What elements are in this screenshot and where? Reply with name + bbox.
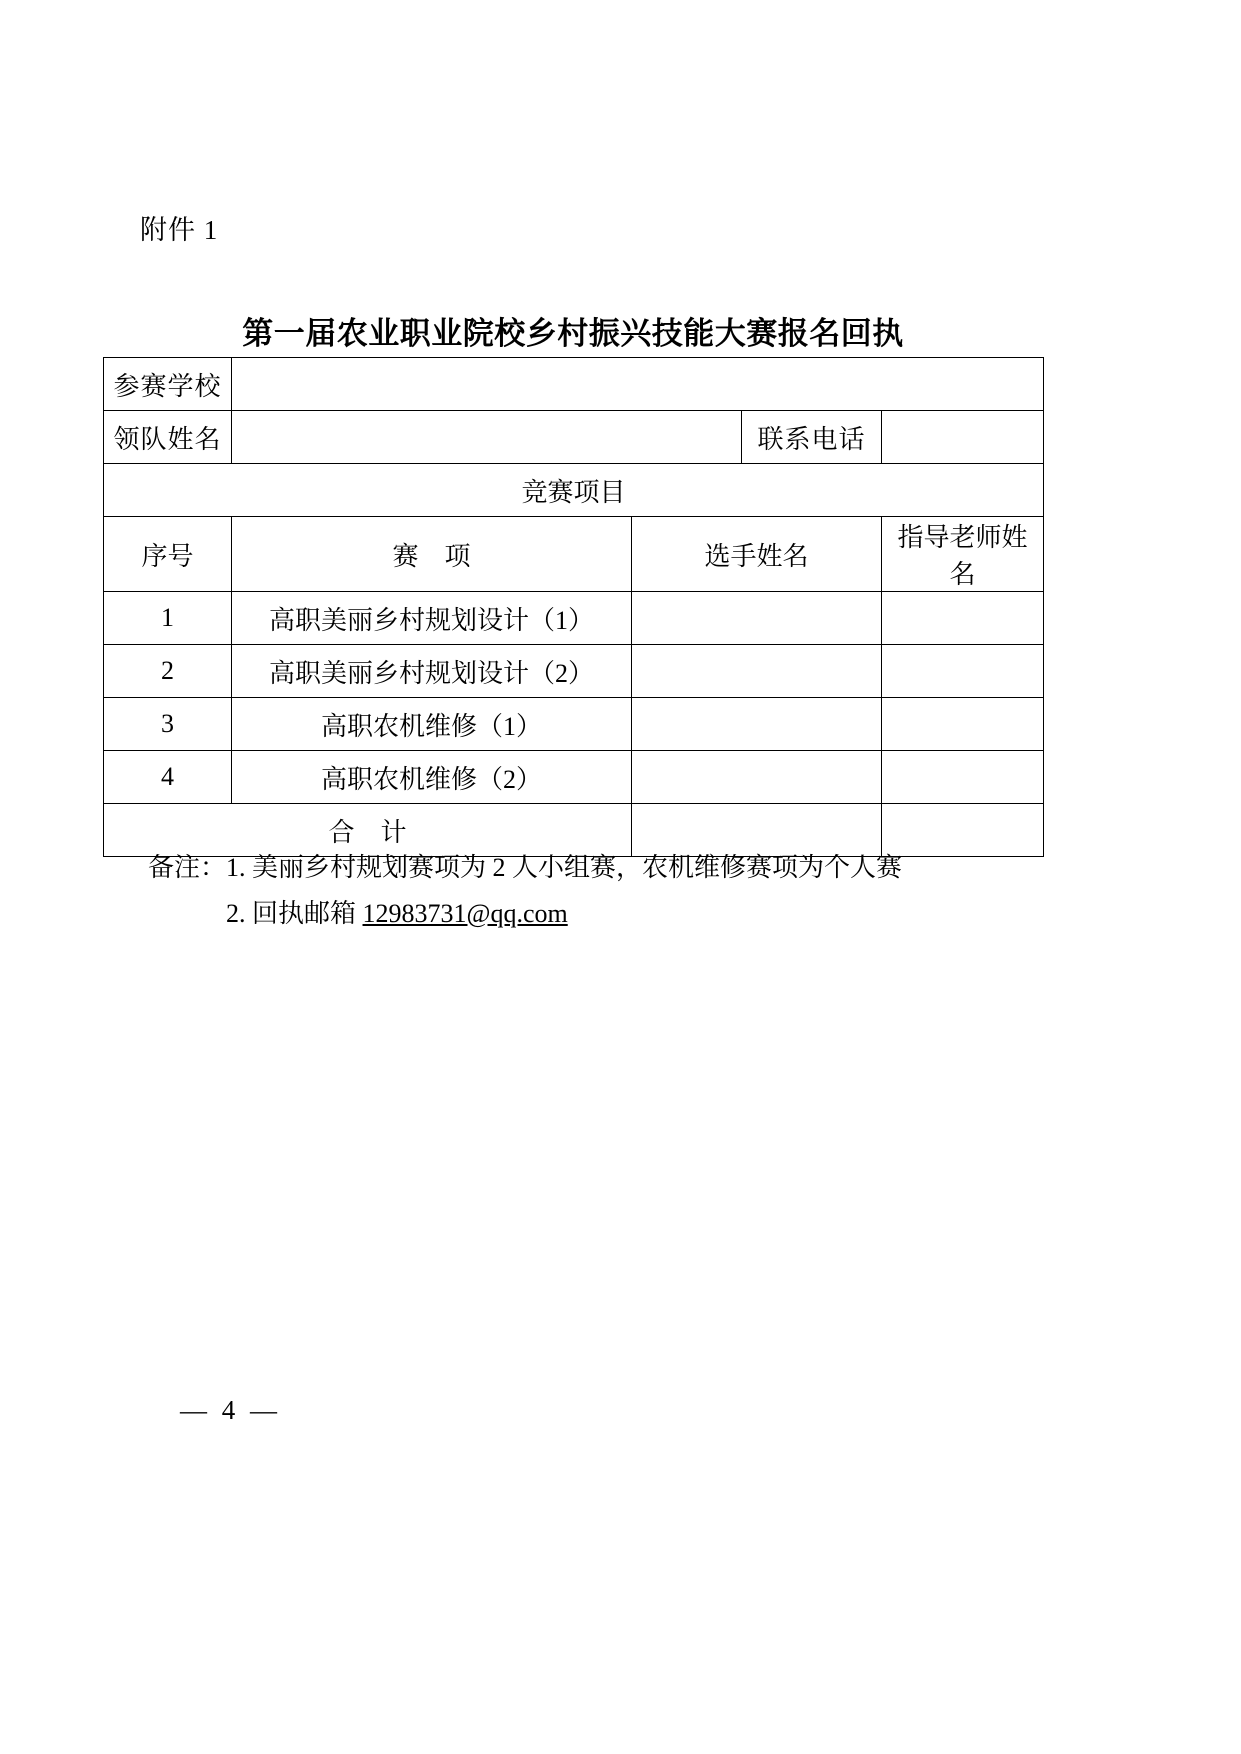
row-teacher-value[interactable] — [882, 592, 1044, 645]
school-label: 参赛学校 — [104, 358, 232, 411]
row-event: 高职美丽乡村规划设计（1） — [232, 592, 632, 645]
phone-label: 联系电话 — [742, 411, 882, 464]
total-label: 合 计 — [104, 804, 632, 857]
table-row — [104, 645, 1044, 698]
row-teacher-value[interactable] — [882, 698, 1044, 751]
table-row — [104, 592, 1044, 645]
column-header-teacher: 指导老师姓名 — [882, 517, 1044, 592]
school-value[interactable] — [232, 358, 1044, 411]
phone-value[interactable] — [882, 411, 1044, 464]
table-row-school — [104, 358, 1044, 411]
note-line-1: 备注：1. 美丽乡村规划赛项为 2 人小组赛，农机维修赛项为个人赛 — [148, 853, 903, 882]
total-teacher-value[interactable] — [882, 804, 1044, 857]
row-player-value[interactable] — [632, 592, 882, 645]
table-row-header — [104, 517, 1044, 592]
column-header-index: 序号 — [104, 517, 232, 592]
row-index: 2 — [104, 645, 232, 698]
row-teacher-value[interactable] — [882, 645, 1044, 698]
row-index: 1 — [104, 592, 232, 645]
attachment-label: 附件 1 — [140, 215, 219, 245]
row-player-value[interactable] — [632, 698, 882, 751]
row-player-value[interactable] — [632, 645, 882, 698]
table-row — [104, 698, 1044, 751]
note-line-2 — [148, 891, 902, 937]
row-event: 高职农机维修（2） — [232, 751, 632, 804]
row-player-value[interactable] — [632, 751, 882, 804]
column-header-event: 赛 项 — [232, 517, 632, 592]
receipt-email[interactable]: 12983731@qq.com — [362, 898, 568, 928]
note-line-2-prefix: 2. 回执邮箱 — [226, 898, 363, 928]
row-event: 高职美丽乡村规划设计（2） — [232, 645, 632, 698]
row-teacher-value[interactable] — [882, 751, 1044, 804]
page-number: — 4 — — [180, 1395, 281, 1425]
leader-value[interactable] — [232, 411, 742, 464]
column-header-player: 选手姓名 — [632, 517, 882, 592]
leader-label: 领队姓名 — [104, 411, 232, 464]
table-row-leader — [104, 411, 1044, 464]
row-index: 3 — [104, 698, 232, 751]
row-index: 4 — [104, 751, 232, 804]
table-row — [104, 751, 1044, 804]
table-row-section-title — [104, 464, 1044, 517]
row-event: 高职农机维修（1） — [232, 698, 632, 751]
page-title: 第一届农业职业院校乡村振兴技能大赛报名回执 — [242, 316, 904, 351]
notes-block — [148, 845, 902, 936]
registration-form-table — [103, 357, 1044, 857]
section-title: 竞赛项目 — [104, 464, 1044, 517]
